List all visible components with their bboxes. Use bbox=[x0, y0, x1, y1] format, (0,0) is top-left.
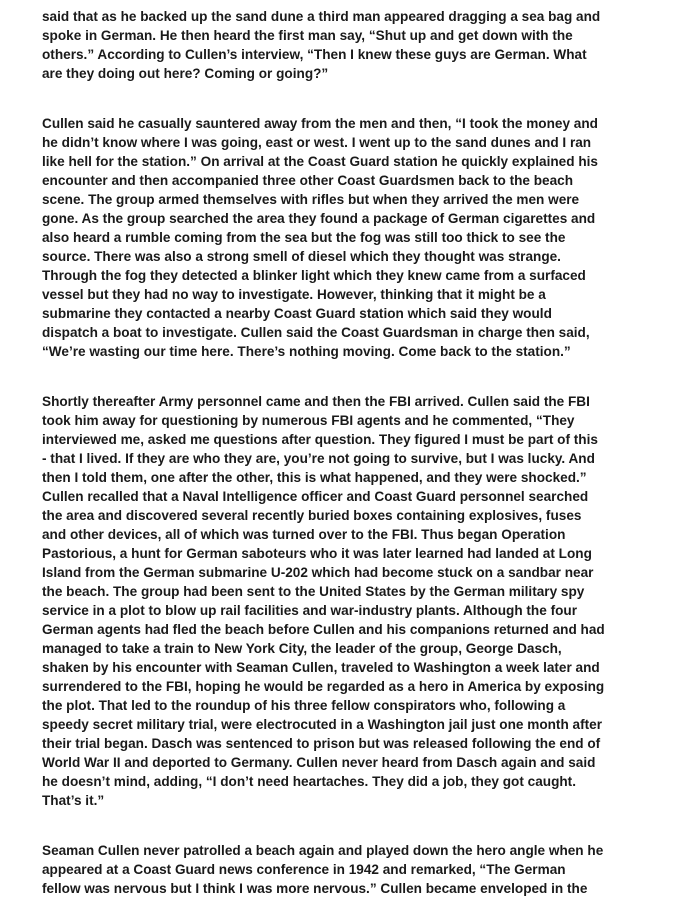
paragraph-2-line-2: he didn’t know where I was going, east or west. I went up to the sand dunes and I ran bbox=[42, 135, 592, 150]
paragraph-3-line-10: Island from the German submarine U-202 which had become stuck on a sandbar near bbox=[42, 565, 594, 580]
paragraph-3-line-15: shaken by his encounter with Seaman Cullen, traveled to Washington a week later and bbox=[42, 660, 600, 675]
paragraph-1-line-3: others.” According to Cullen’s interview, “Then I knew these guys are German. What bbox=[42, 47, 587, 62]
paragraph-3-line-20: World War II and deported to Germany. Cullen never heard from Dasch again and said bbox=[42, 755, 596, 770]
paragraph-4-line-1: Seaman Cullen never patrolled a beach again and played down the hero angle when he bbox=[42, 843, 604, 858]
paragraph-2-line-8: source. There was also a strong smell of diesel which they thought was strange. bbox=[42, 249, 561, 264]
paragraph-3-line-18: speedy secret military trial, were electrocuted in a Washington jail just one month after bbox=[42, 717, 603, 732]
paragraph-1-line-4: are they doing out here? Coming or going?” bbox=[42, 66, 329, 81]
paragraph-3-line-5: then I told them, one after the other, this is what happened, and they were shocked.” bbox=[42, 470, 587, 485]
paragraph-4-line-2: appeared at a Coast Guard news conference in 1942 and remarked, “The German bbox=[42, 862, 566, 877]
paragraph-3-line-7: the area and discovered several recently buried boxes containing explosives, fuses bbox=[42, 508, 582, 523]
paragraph-3-line-4: - that I lived. If they are who they are, you’re not going to survive, but I was lucky. And bbox=[42, 451, 595, 466]
paragraph-4-line-3: fellow was nervous but I think I was more nervous.” Cullen became enveloped in the bbox=[42, 881, 588, 896]
paragraph-2-line-12: dispatch a boat to investigate. Cullen said the Coast Guardsman in charge then said, bbox=[42, 325, 590, 340]
paragraph-3-line-13: German agents had fled the beach before Cullen and his companions returned and had bbox=[42, 622, 605, 637]
paragraph-3-line-22: That’s it.” bbox=[42, 793, 105, 808]
paragraph-1-line-2: spoke in German. He then heard the first man say, “Shut up and get down with the bbox=[42, 28, 573, 43]
paragraph-2-line-4: encounter and then accompanied three other Coast Guardsmen back to the beach bbox=[42, 173, 574, 188]
paragraph-2-line-3: like hell for the station.” On arrival at the Coast Guard station he quickly explained his bbox=[42, 154, 598, 169]
paragraph-2-line-13: “We’re wasting our time here. There’s nothing moving. Come back to the station.” bbox=[42, 344, 571, 359]
paragraph-1-line-1: said that as he backed up the sand dune a third man appeared dragging a sea bag and bbox=[42, 9, 601, 24]
paragraph-3-line-14: managed to take a train to New York City, the leader of the group, George Dasch, bbox=[42, 641, 562, 656]
paragraph-2-line-11: submarine they contacted a nearby Coast Guard station which said they would bbox=[42, 306, 552, 321]
paragraph-2-line-9: Through the fog they detected a blinker light which they knew came from a surfaced bbox=[42, 268, 586, 283]
paragraph-2-line-6: gone. As the group searched the area they found a package of German cigarettes and bbox=[42, 211, 596, 226]
paragraph-2-line-7: also heard a rumble coming from the sea but the fog was still too thick to see the bbox=[42, 230, 566, 245]
paragraph-3-line-8: and other devices, all of which was turned over to the FBI. Thus began Operation bbox=[42, 527, 566, 542]
paragraph-3-line-12: service in a plot to blow up rail facilities and war-industry plants. Although the four bbox=[42, 603, 577, 618]
paragraph-3-line-16: surrendered to the FBI, hoping he would be regarded as a hero in America by exposing bbox=[42, 679, 605, 694]
paragraph-3-line-19: their trial began. Dasch was sentenced to prison but was released following the end of bbox=[42, 736, 601, 751]
paragraph-3-line-17: the plot. That led to the roundup of his three fellow conspirators who, following a bbox=[42, 698, 566, 713]
paragraph-3-line-9: Pastorious, a hunt for German saboteurs who it was later learned had landed at Long bbox=[42, 546, 592, 561]
paragraph-3-line-3: interviewed me, asked me questions after question. They figured I must be part of this bbox=[42, 432, 598, 447]
paragraph-2-line-5: scene. The group armed themselves with rifles but when they arrived the men were bbox=[42, 192, 580, 207]
paragraph-3-line-6: Cullen recalled that a Naval Intelligence officer and Coast Guard personnel searched bbox=[42, 489, 589, 504]
paragraph-2-line-1: Cullen said he casually sauntered away from the men and then, “I took the money and bbox=[42, 116, 598, 131]
paragraph-3-line-11: the beach. The group had been sent to the United States by the German military spy bbox=[42, 584, 585, 599]
paragraph-3-line-2: took him away for questioning by numerous FBI agents and he commented, “They bbox=[42, 413, 575, 428]
paragraph-3-line-21: he doesn’t mind, adding, “I don’t need heartaches. They did a job, they got caught. bbox=[42, 774, 576, 789]
paragraph-3-line-1: Shortly thereafter Army personnel came and then the FBI arrived. Cullen said the FBI bbox=[42, 394, 590, 409]
paragraph-2-line-10: vessel but they had no way to investigate. However, thinking that it might be a bbox=[42, 287, 546, 302]
